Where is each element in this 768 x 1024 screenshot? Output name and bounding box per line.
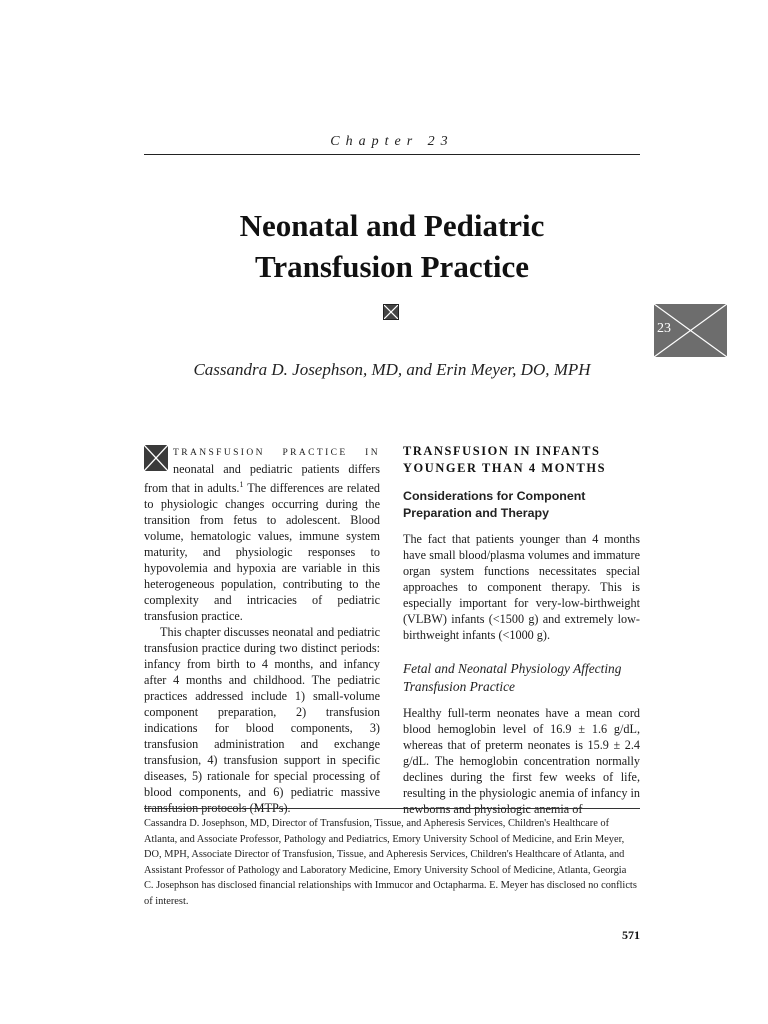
subsubheading-line-1: Fetal and Neonatal Physiology Affecting [403,661,622,676]
subheading-line-2: Preparation and Therapy [403,506,549,520]
section-heading-line-1: TRANSFUSION IN INFANTS [403,444,601,458]
intro-paragraph [144,443,380,624]
physiology-paragraph: Healthy full-term neonates have a mean cord blood hemoglobin level of 16.9 ± 1.6 g/dL, whereas that of preterm neonates is 15.9 ± 2.4 g/dL. The hemoglobin concentration normally declines during the first few weeks of life, resulting in the physiologic anemia of infancy in newborns and physiologic anemia of [403,706,640,816]
footnote-affiliations: Cassandra D. Josephson, MD, Director of Transfusion, Tissue, and Apheresis Services, Children's Healthcare of Atlanta, and Associate Professor, Pathology and Pediatrics, Emory University School of Medicine, and Erin Meyer, DO, MPH, Associate Director of Transfusion, Tissue, and Apheresis Services, Children's Healthcare of Atlanta, and Assistant Professor of Pathology and Laboratory Medicine, Emory University School of Medicine, Atlanta, Georgia [144,818,627,876]
authors: Cassandra D. Josephson, MD, and Erin Meyer, DO, MPH [193,360,591,379]
chapter-tab [654,304,727,357]
chapter-label: Chapter 23 [330,134,454,149]
subsubheading [403,660,640,696]
chapter-tab-number: 23 [657,321,671,336]
subheading-line-1: Considerations for Component [403,489,586,503]
left-column [144,443,380,816]
dropcap-envelope-icon [144,445,168,471]
footnote-disclosures: C. Josephson has disclosed financial relationships with Immucor and Octapharma. E. Meyer has disclosed no conflicts of interest. [144,880,637,907]
footnote-ref: 1 [239,480,244,489]
chapter-title [144,205,640,287]
envelope-x-ornament-icon [383,304,399,320]
subheading [403,488,640,522]
intro-text-a: neonatal and pediatric patients differs from that in adults. [144,462,380,496]
section-heading [403,443,640,477]
page-number: 571 [622,928,640,942]
title-line-2: Transfusion Practice [254,249,530,284]
scope-paragraph: This chapter discusses neonatal and pediatric transfusion practice during two distinct periods: infancy from birth to 4 months, and infancy after 4 months and childhood. The pediatric practices addressed include 1) small-volume component preparation, 2) transfusion indications for blood components, 3) transfusion administration and exchange transfusion, 4) transfusion support in specific diseases, 5) rationale for special processing of blood components, and 6) pediatric massive transfusion protocols (MTPs). [144,625,380,816]
lead-smallcaps: TRANSFUSION PRACTICE IN [173,448,380,458]
footnotes [144,816,640,909]
component-paragraph: The fact that patients younger than 4 months have small blood/plasma volumes and immature organ system functions necessitates special approaches to component therapy. This is especially important for very-low-birthweight (VLBW) infants (<1500 g) and extremely low-birthweight infants (<1000 g). [403,532,640,642]
right-column [403,443,640,817]
footnote-rule [144,808,640,809]
chapter-rule [144,154,640,155]
subsubheading-line-2: Transfusion Practice [403,679,515,694]
title-line-1: Neonatal and Pediatric [239,208,545,243]
intro-text-b: The differences are related to physiologic changes occurring during the transition from fetus to adolescent. Blood volume, hematologic values, immune system maturity, and physiologic responses to hypovolemia and hypoxia are variable in this heterogeneous population, contributing to the complexity and intricacies of pediatric transfusion practice. [144,481,380,624]
section-heading-line-2: YOUNGER THAN 4 MONTHS [403,461,607,475]
